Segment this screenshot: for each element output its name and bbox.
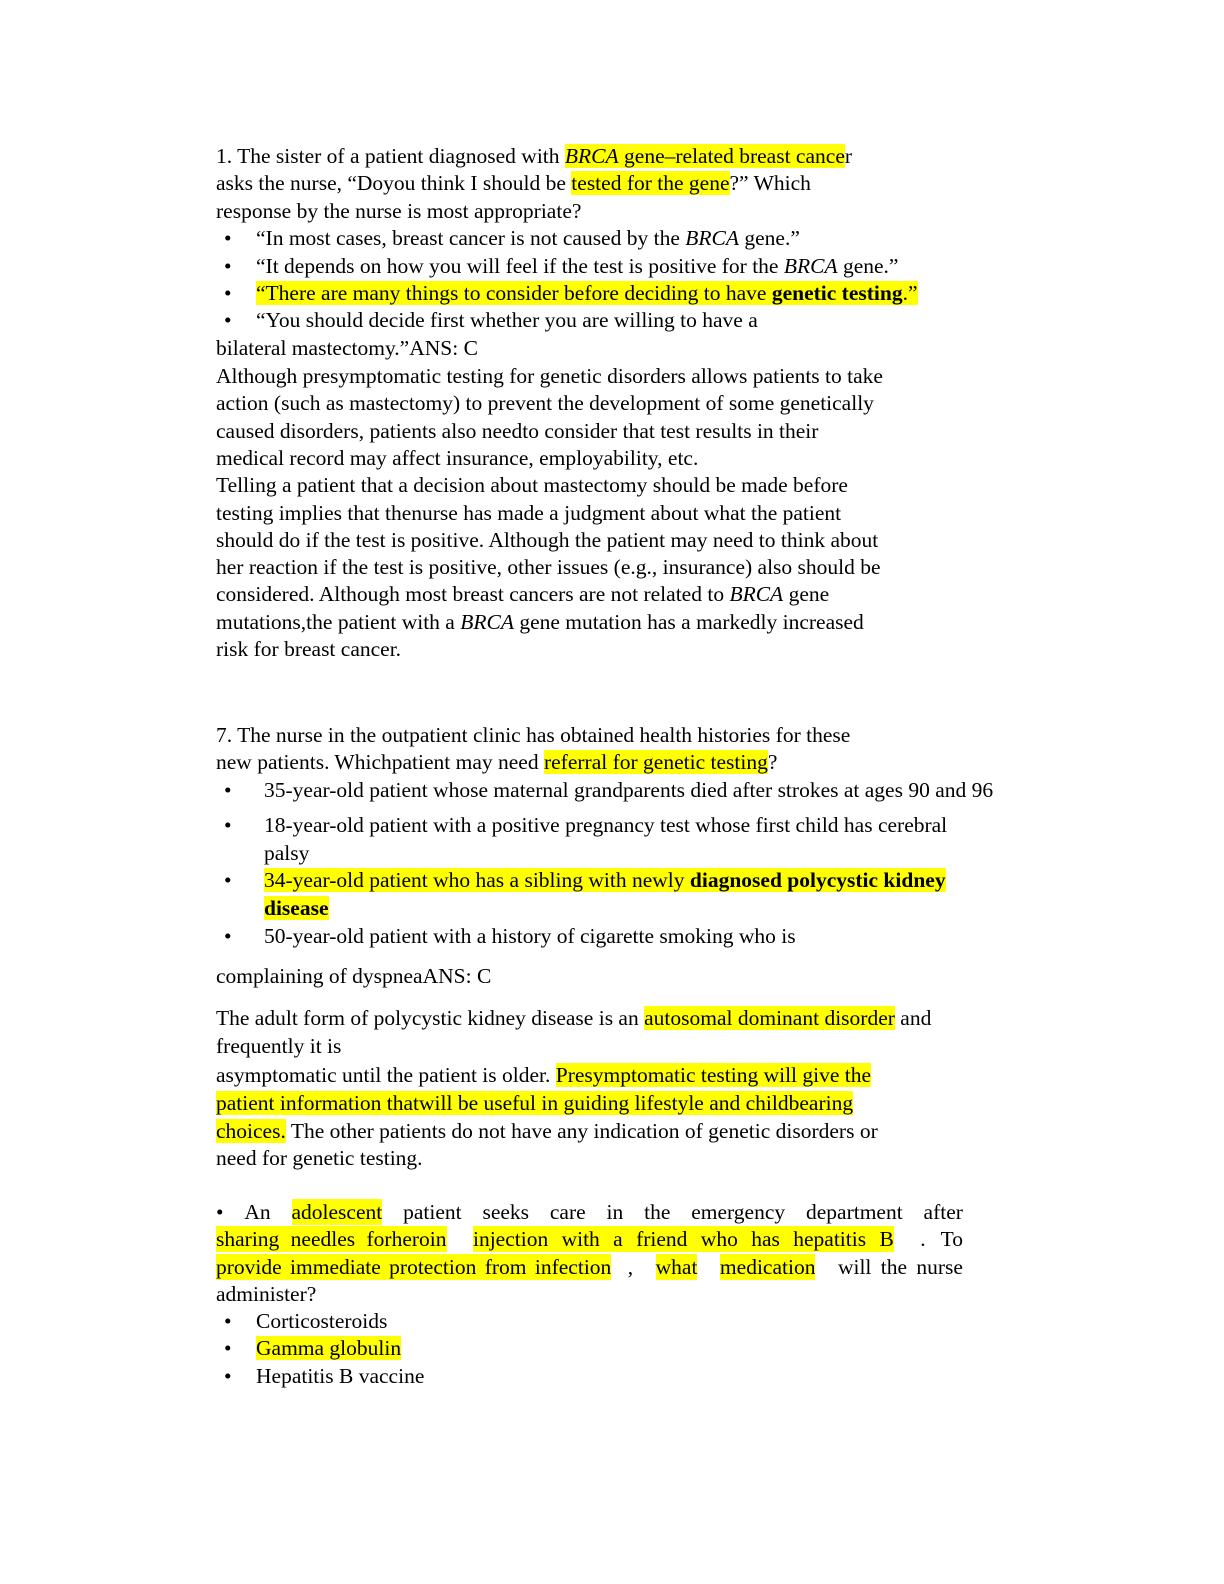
q7-text: ? xyxy=(767,750,778,774)
bullet: • xyxy=(224,1309,232,1333)
q1-text: asks the nurse, “Doyou think I should be xyxy=(216,171,572,195)
q1-rationale-line: Telling a patient that a decision about mastectomy should be made before xyxy=(216,473,848,497)
q7-option-c-cont xyxy=(264,895,329,921)
q3-stem-line-3 xyxy=(216,1254,963,1280)
word: emergency xyxy=(691,1200,786,1224)
word: seeks xyxy=(482,1200,530,1224)
bullet: • xyxy=(224,226,232,250)
rationale-text: considered. Although most breast cancers are not related to xyxy=(216,582,730,606)
option-text: 34-year-old patient who has a sibling with newly xyxy=(264,868,690,892)
q1-text: ?” Which xyxy=(729,171,811,195)
q1-rationale-line: should do if the test is positive. Although the patient may need to think about xyxy=(216,528,879,552)
option-text: “There are many things to consider before deciding to have xyxy=(256,281,772,305)
q3-option-b xyxy=(216,1335,401,1361)
q7-rationale-line: frequently it is xyxy=(216,1034,342,1058)
word: the xyxy=(644,1200,671,1224)
q1-answer-line: bilateral mastectomy.”ANS: C xyxy=(216,336,478,360)
q7-answer-line: complaining of dyspneaANS: C xyxy=(216,964,492,988)
italic-brca: BRCA xyxy=(783,254,838,278)
q1-stem-line-2 xyxy=(216,170,811,196)
q1-option-d xyxy=(216,307,758,333)
bullet: • xyxy=(216,1200,224,1224)
rationale-text: mutations,the patient with a xyxy=(216,610,461,634)
q7-rationale-line: need for genetic testing. xyxy=(216,1146,423,1170)
bullet: • xyxy=(224,778,232,802)
q3-option-a xyxy=(216,1308,387,1334)
option-text: 35-year-old patient whose maternal grandparents died after strokes at ages 90 and 96 xyxy=(264,778,994,802)
q7-option-a xyxy=(216,777,993,803)
q1-text: 1. The sister of a patient diagnosed with xyxy=(216,144,565,168)
q7-rationale-line xyxy=(216,1062,871,1088)
word: An xyxy=(244,1200,271,1224)
q7-option-b xyxy=(216,812,947,838)
bullet: • xyxy=(224,254,232,278)
bold-text: diagnosed polycystic kidney xyxy=(689,868,946,892)
word: after xyxy=(923,1200,963,1224)
option-text: “In most cases, breast cancer is not caused by the xyxy=(256,226,686,250)
bullet: • xyxy=(224,924,232,948)
bullet: • xyxy=(224,308,232,332)
bullet: • xyxy=(224,281,232,305)
highlight: sharing needles forheroin xyxy=(216,1227,447,1251)
q1-rationale-line: testing implies that thenurse has made a judgment about what the patient xyxy=(216,501,842,525)
q1-rationale-line: risk for breast cancer. xyxy=(216,637,402,661)
bullet: • xyxy=(224,813,232,837)
highlight: referral for genetic testing xyxy=(543,750,768,774)
option-text: 18-year-old patient with a positive pregnancy test whose first child has cerebral xyxy=(264,813,948,837)
option-text: gene.” xyxy=(837,254,899,278)
word: . To xyxy=(920,1227,963,1251)
q1-option-a xyxy=(216,225,800,251)
q1-rationale-line: action (such as mastectomy) to prevent the development of some genetically xyxy=(216,391,874,415)
q3-stem-line-1 xyxy=(216,1199,963,1225)
highlight xyxy=(256,281,918,305)
q1-rationale-line: Although presymptomatic testing for genetic disorders allows patients to take xyxy=(216,364,883,388)
highlight: Presymptomatic testing will give the xyxy=(555,1063,872,1087)
word: care xyxy=(549,1200,586,1224)
highlight: choices. xyxy=(216,1119,286,1143)
q3-option-c xyxy=(216,1363,424,1389)
q1-stem-line-3: response by the nurse is most appropriate? xyxy=(216,199,582,223)
bullet: • xyxy=(224,1364,232,1388)
highlight: patient information thatwill be useful in guiding lifestyle and childbearing xyxy=(216,1091,854,1115)
q1-stem-line-1 xyxy=(216,143,852,169)
q7-stem-line-1: 7. The nurse in the outpatient clinic has obtained health histories for these xyxy=(216,723,851,747)
q1-rationale-line xyxy=(216,609,864,635)
q1-rationale-line: caused disorders, patients also needto consider that test results in their xyxy=(216,419,819,443)
q7-stem-line-2 xyxy=(216,749,777,775)
bold-text: genetic testing xyxy=(771,281,903,305)
q3-stem-line-2 xyxy=(216,1226,963,1252)
word: department xyxy=(805,1200,903,1224)
q7-rationale-line xyxy=(216,1005,931,1031)
highlight: autosomal dominant disorder xyxy=(644,1006,895,1030)
word: patient xyxy=(403,1200,462,1224)
q1-italic-brca: BRCA xyxy=(564,144,619,168)
word: in xyxy=(606,1200,624,1224)
rationale-text: asymptomatic until the patient is older. xyxy=(216,1063,556,1087)
highlight: adolescent xyxy=(291,1200,383,1224)
rationale-text: The adult form of polycystic kidney disease is an xyxy=(216,1006,645,1030)
option-text: Corticosteroids xyxy=(256,1309,388,1333)
option-text: 50-year-old patient with a history of cigarette smoking who is xyxy=(264,924,796,948)
q7-rationale-line xyxy=(216,1090,853,1116)
q7-option-b-cont: palsy xyxy=(264,841,310,865)
option-text: Hepatitis B vaccine xyxy=(256,1364,425,1388)
highlight: injection with a friend who has hepatitis B xyxy=(472,1227,894,1251)
highlight: what xyxy=(655,1255,698,1279)
option-text: gene.” xyxy=(739,226,800,250)
option-text: “You should decide first whether you are willing to have a xyxy=(256,308,758,332)
rationale-text: and xyxy=(894,1006,932,1030)
word: , xyxy=(627,1255,634,1279)
q1-option-b xyxy=(216,253,898,279)
q7-option-c xyxy=(216,867,946,893)
q1-highlight-text: gene–related breast cance xyxy=(618,144,845,168)
q1-option-c xyxy=(216,280,918,306)
highlight xyxy=(565,144,845,168)
italic-brca: BRCA xyxy=(460,610,514,634)
highlight: medication xyxy=(719,1255,816,1279)
bullet: • xyxy=(224,1336,232,1360)
q3-stem-line-4: administer? xyxy=(216,1282,317,1306)
highlight: Gamma globulin xyxy=(256,1336,402,1360)
italic-brca: BRCA xyxy=(729,582,784,606)
option-text: “It depends on how you will feel if the test is positive for the xyxy=(256,254,784,278)
q1-rationale-line: her reaction if the test is positive, other issues (e.g., insurance) also should be xyxy=(216,555,881,579)
q7-text: new patients. Whichpatient may need xyxy=(216,750,544,774)
bullet: • xyxy=(224,868,232,892)
rationale-text: gene xyxy=(783,582,830,606)
rationale-text: The other patients do not have any indication of genetic disorders or xyxy=(285,1119,878,1143)
option-text: .” xyxy=(902,281,918,305)
word: will the nurse xyxy=(837,1255,963,1279)
highlight xyxy=(264,868,946,892)
highlight: tested for the gene xyxy=(571,171,730,195)
rationale-text: gene mutation has a markedly increased xyxy=(513,610,864,634)
q7-option-d xyxy=(216,923,796,949)
q1-rationale-line: medical record may affect insurance, employability, etc. xyxy=(216,446,699,470)
q1-rationale-line xyxy=(216,581,829,607)
q1-text: r xyxy=(844,144,853,168)
highlight: provide immediate protection from infection xyxy=(216,1255,612,1279)
q7-rationale-line xyxy=(216,1118,878,1144)
italic-brca: BRCA xyxy=(685,226,739,250)
bold-text: disease xyxy=(264,896,329,920)
